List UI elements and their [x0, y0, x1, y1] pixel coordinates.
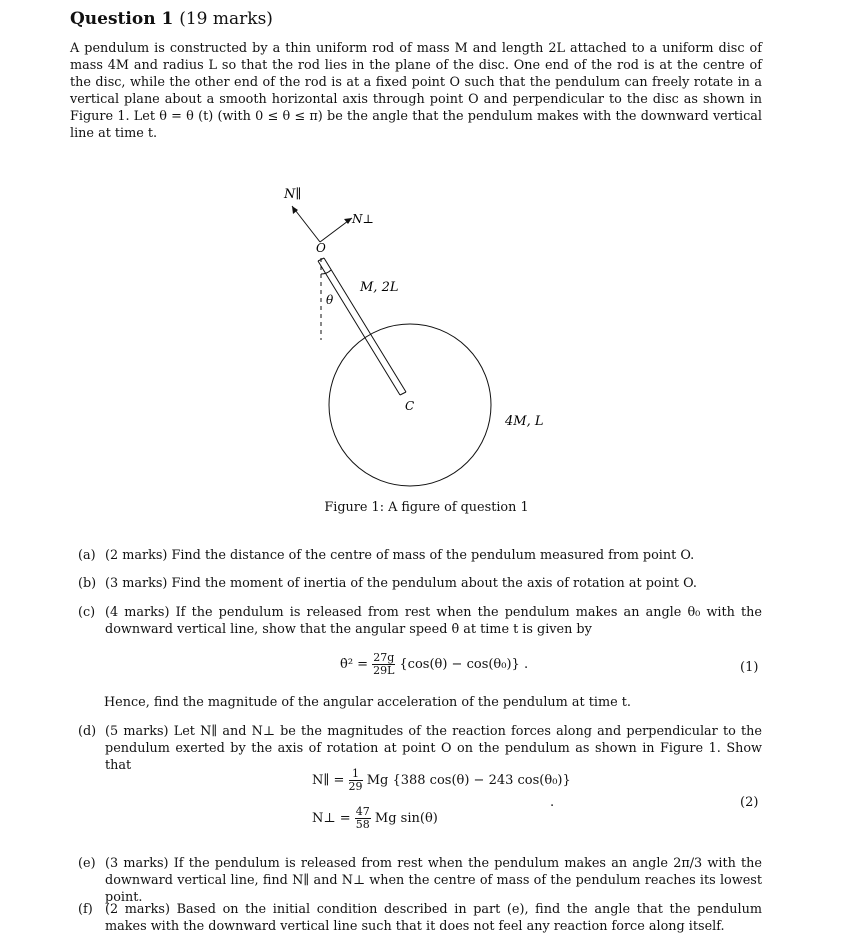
part-c-label: (c) [78, 605, 96, 620]
part-b-text: (3 marks) Find the moment of inertia of the pendulum about the axis of rotation at point O. [105, 576, 697, 591]
equation-1-number: (1) [740, 660, 759, 675]
part-e-text: (3 marks) If the pendulum is released from rest when the pendulum makes an angle 2π/3 with the downward vertical line, find N∥ and N⊥ when the centre of mass of the pendulum reaches its lowest point. [105, 856, 762, 905]
part-e-label: (e) [78, 856, 96, 871]
part-c-text: (4 marks) If the pendulum is released from rest when the pendulum makes an angle θ₀ with the downward vertical line, show that the angular speed θ̇ at time t is given by [105, 605, 762, 637]
eq2-line1-fraction [349, 768, 363, 793]
disc-label: 4M, L [505, 414, 544, 429]
eq1-rhs: {cos(θ) − cos(θ₀)} . [399, 657, 529, 672]
figure-caption: Figure 1: A figure of question 1 [324, 500, 529, 515]
eq1-fraction [372, 652, 395, 677]
part-f-label: (f) [78, 902, 93, 917]
n-perp-label: N⊥ [352, 212, 374, 226]
equation-2-number: (2) [740, 795, 759, 810]
eq2-line1-lhs: N∥ = [312, 773, 345, 788]
eq2-line1-numerator: 1 [349, 768, 363, 781]
eq2-line2-denominator: 58 [355, 818, 370, 831]
eq1-denominator: 29L [373, 664, 395, 677]
part-c-hence: Hence, find the magnitude of the angular acceleration of the pendulum at time t. [104, 695, 631, 710]
eq2-line2-rhs: Mg sin(θ) [374, 811, 438, 826]
part-a-label: (a) [78, 548, 96, 563]
pendulum-figure [240, 170, 600, 530]
equation-1 [340, 652, 528, 677]
question-marks: (19 marks) [179, 9, 273, 29]
eq1-lhs: θ̇² = [340, 657, 369, 672]
eq2-line2-fraction [355, 806, 371, 831]
eq2-line1-rhs: Mg {388 cos(θ) − 243 cos(θ₀)} [366, 773, 571, 788]
part-b-label: (b) [78, 576, 97, 591]
eq2-line2-numerator: 47 [355, 805, 370, 818]
eq2-line1-denominator: 29 [348, 780, 363, 793]
part-f-text: (2 marks) Based on the initial condition described in part (e), find the angle that the pendulum makes with the downward vertical line such that it does not feel any reaction force along itself. [105, 902, 762, 934]
rod-end-bottom [400, 392, 406, 395]
equation-2-line-2 [312, 806, 438, 831]
question-intro: A pendulum is constructed by a thin uniform rod of mass M and length 2L attached to a uniform disc of mass 4M and radius L so that the rod lies in the plane of the disc. One end of the rod is at the centre of the disc, while the other end of the rod is at a fixed point O such that the pendulum can freely rotate in a vertical plane about a smooth horizontal axis through point O and perpendicular to the disc as shown in Figure 1. Let θ = θ (t) (with 0 ≤ θ ≤ π) be the angle that the pendulum makes with the downward vertical line at time t. [70, 41, 762, 141]
equation-2-dot: . [550, 795, 555, 810]
part-a-text: (2 marks) Find the distance of the centre of mass of the pendulum measured from point O. [105, 548, 695, 563]
equation-2-line-1 [312, 768, 571, 793]
rod-label: M, 2L [360, 280, 399, 295]
pivot-o-label: O [316, 241, 326, 255]
part-d-text: (5 marks) Let N∥ and N⊥ be the magnitudes of the reaction forces along and perpendicular to the pendulum exerted by the axis of rotation at point O on the pendulum as shown in Figure 1. Show that [105, 724, 762, 773]
eq1-numerator: 27g [373, 651, 395, 664]
question-heading: Question 1 [70, 9, 174, 29]
eq2-line2-lhs: N⊥ = [312, 811, 351, 826]
theta-label: θ [326, 293, 334, 307]
part-d-label: (d) [78, 724, 97, 739]
question-title [70, 9, 273, 29]
n-par-label: N∥ [284, 187, 302, 202]
centre-c-label: C [405, 399, 415, 413]
